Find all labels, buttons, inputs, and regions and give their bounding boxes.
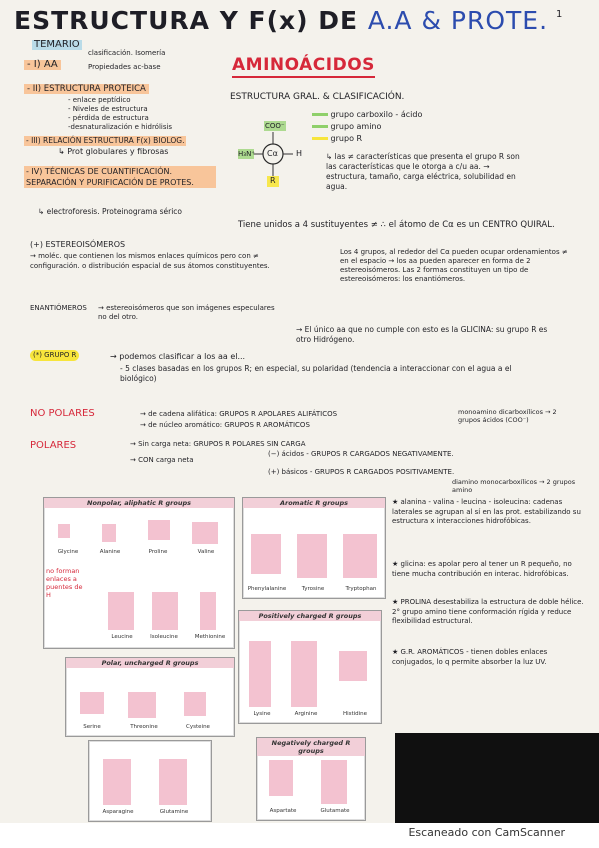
legend-swatch-amino: [312, 125, 328, 128]
panel-aromatic-title: Aromatic R groups: [243, 498, 385, 508]
r-highlight-cys: [184, 692, 206, 716]
grupo-r-label: (*) GRUPO R: [30, 350, 79, 361]
temario-item-2-sub2: - Niveles de estructura: [68, 105, 148, 113]
temario-item-1-note1: clasificación. Isomería: [88, 49, 166, 57]
no-polares-side: monoamino dicarboxílicos → 2 grupos ácidos (COO⁻): [458, 408, 557, 424]
aa-arginine: Arginine: [294, 711, 318, 717]
panel-polar-extra: [88, 740, 212, 822]
aa-histidine: Histidine: [342, 711, 368, 717]
r-highlight-tyr: [297, 534, 327, 578]
page-title: [14, 6, 548, 35]
aa-threonine: Threonine: [130, 724, 158, 730]
temario-item-1-note2: Propiedades ac-base: [88, 63, 161, 71]
estereo-text: → moléc. que contienen los mismos enlaces químicos pero con ≠ configuración. o distribución espacial de sus átomos constituyentes.: [30, 252, 270, 270]
legend: [312, 110, 422, 144]
panel-nonpolar-title: Nonpolar, aliphatic R groups: [44, 498, 234, 508]
polares-label: POLARES: [30, 440, 77, 451]
r-highlight-val: [192, 522, 218, 544]
structure-ca: Cα: [267, 149, 278, 158]
no-polares-label: NO POLARES: [30, 408, 95, 419]
r-highlight-lys: [249, 641, 271, 707]
r-highlight-asn: [103, 759, 131, 805]
r-highlight-leu: [108, 592, 134, 630]
r-highlight-met: [200, 592, 216, 630]
panel-positive-title: Positively charged R groups: [239, 611, 381, 621]
temario-item-1: - I) AA: [24, 60, 61, 70]
right-note-3: ★ PROLINA desestabiliza la estructura de doble hélice. 2° grupo amino tiene conformación rígida y reduce flexibilidad estructural.: [392, 598, 584, 625]
no-polares-line2: → de núcleo aromático: GRUPOS R AROMÁTICOS: [140, 421, 310, 429]
temario-label: TEMARIO: [34, 39, 80, 50]
temario-item-4: - IV) TÉCNICAS DE CUANTIFICACIÓN. SEPARACIÓN Y PURIFICACIÓN DE PROTES.: [24, 166, 216, 188]
r-highlight-his: [339, 651, 367, 681]
legend-label-r: grupo R: [330, 134, 363, 143]
temario-item-4-sub: ↳ electroforesis. Proteinograma sérico: [38, 207, 182, 216]
estereo-label: (+) ESTEREOISÓMEROS: [30, 240, 126, 249]
aa-glycine: Glycine: [57, 549, 79, 555]
legend-item-amino: [312, 122, 422, 132]
aa-aspartate: Aspartate: [269, 808, 297, 814]
aminoacidos-heading: AMINOÁCIDOS: [232, 55, 375, 78]
r-highlight-ser: [80, 692, 104, 714]
aa-proline: Proline: [148, 549, 168, 555]
glicina-note: → El único aa que no cumple con esto es la GLICINA: su grupo R es otro Hidrógeno.: [296, 325, 548, 344]
structure-h: H: [296, 149, 303, 158]
temario-item-2: - II) ESTRUCTURA PROTEICA: [24, 84, 149, 94]
temario-item-3: - III) RELACIÓN ESTRUCTURA F(x) BIOLOG.: [26, 136, 185, 145]
legend-item-r: [312, 134, 422, 144]
r-highlight-pro: [148, 520, 170, 540]
no-polares-line1: → de cadena alifática: GRUPOS R APOLARES ALIFÁTICOS: [140, 410, 338, 418]
aa-valine: Valine: [197, 549, 215, 555]
grupo-r-text1: → podemos clasificar a los aa el...: [110, 352, 246, 361]
aa-cysteine: Cysteine: [186, 724, 210, 730]
aa-glutamine: Glutamine: [159, 809, 189, 815]
aa-asparagine: Asparagine: [102, 809, 134, 815]
temario-section: [24, 38, 216, 232]
grupo-r-text2: - 5 clases basadas en los grupos R; en especial, su polaridad (tendencia a interaccionar con el agua a el biológico): [120, 364, 512, 383]
r-highlight-gln: [159, 759, 187, 805]
aa-phenylalanine: Phenylalanine: [247, 586, 287, 592]
temario-item-2-sub1: - enlace peptídico: [68, 96, 131, 104]
r-highlight-ile: [152, 592, 178, 630]
r-highlight-arg: [291, 641, 317, 707]
scan-dark-strip: [395, 733, 599, 823]
panel-aromatic: [242, 497, 386, 599]
quiral-note: Los 4 grupos, al rededor del Cα pueden ocupar ordenamientos ≠ en el espacio → los aa pueden aparecer en forma de 2 estereoisómeros. Las 2 formas constituyen un tipo de estereoisómeros: los enantiómeros.: [340, 248, 568, 283]
right-note-4: ★ G.R. AROMÁTICOS - tienen dobles enlaces conjugados, lo q permite absorber la luz UV.: [392, 648, 548, 666]
right-note-1: ★ alanina - valina - leucina - isoleucina: cadenas laterales se agrupan al sí en las prot. estabilizando su estructura x interacciones hidrofóbicas.: [392, 498, 581, 525]
legend-item-carboxilo: [312, 110, 422, 120]
panel-polar-title: Polar, uncharged R groups: [66, 658, 234, 668]
polares-line2: → CON carga neta: [130, 456, 194, 464]
right-note-2: ★ glicina: es apolar pero al tener un R pequeño, no tiene mucha contribución en interac. hidrofóbicas.: [392, 560, 572, 578]
panel-polar: [65, 657, 235, 737]
panel-negative: [256, 737, 366, 821]
aa-alanine: Alanine: [99, 549, 121, 555]
structure-r: R: [270, 176, 276, 185]
aa-glutamate: Glutamate: [320, 808, 350, 814]
aa-isoleucine: Isoleucine: [150, 634, 178, 640]
title-blue: A.A & PROTE.: [367, 6, 549, 35]
temario-item-3-sub: ↳ Prot globulares y fibrosas: [58, 147, 169, 156]
title-main: ESTRUCTURA Y F(x) DE: [14, 6, 359, 35]
r-highlight-phe: [251, 534, 281, 574]
scanner-watermark: Escaneado con CamScanner: [408, 826, 565, 839]
polares-plus: (+) básicos - GRUPOS R CARGADOS POSITIVAMENTE.: [268, 468, 455, 476]
panel-positive: [238, 610, 382, 724]
polares-line1: → Sin carga neta: GRUPOS R POLARES SIN CARGA: [130, 440, 306, 448]
r-highlight-glu: [321, 760, 347, 804]
aa-lysine: Lysine: [253, 711, 271, 717]
r-highlight-asp: [269, 760, 293, 796]
legend-label-amino: grupo amino: [330, 122, 382, 131]
aminoacidos-subheading: ESTRUCTURA GRAL. & CLASIFICACIÓN.: [230, 92, 405, 102]
temario-item-2-sub4: -desnaturalización e hidrólisis: [68, 123, 173, 131]
aa-methionine: Methionine: [194, 634, 226, 640]
enantio-text: → estereoisómeros que son imágenes especulares no del otro.: [98, 304, 275, 321]
polares-side: diamino monocarboxílicos → 2 grupos amino: [452, 478, 576, 494]
structure-nh3: H₃N⁺: [238, 150, 256, 158]
enantio-label: ENANTIÓMEROS: [30, 304, 87, 312]
page-number: 1: [556, 9, 563, 20]
aa-leucine: Leucine: [111, 634, 133, 640]
r-highlight-trp: [343, 534, 377, 578]
temario-item-2-sub3: - pérdida de estructura: [68, 114, 149, 122]
aa-tyrosine: Tyrosine: [301, 586, 325, 592]
structure-coo: COO⁻: [265, 122, 285, 130]
r-group-note: ↳ las ≠ características que presenta el grupo R son las características que le otorga a c/u aa. → estructura, tamaño, carga eléctrica, solubilidad en agua.: [326, 152, 520, 191]
quiral-text: Tiene unidos a 4 sustituyentes ≠ ∴ el átomo de Cα es un CENTRO QUIRAL.: [238, 220, 555, 230]
r-highlight-thr: [128, 692, 156, 718]
panel-negative-title: Negatively charged R groups: [257, 738, 365, 756]
legend-label-carboxilo: grupo carboxilo - ácido: [330, 110, 423, 119]
legend-swatch-carboxilo: [312, 113, 328, 116]
legend-swatch-r: [312, 137, 328, 140]
r-highlight-gly: [58, 524, 70, 538]
r-highlight-ala: [102, 524, 116, 542]
aa-serine: Serine: [83, 724, 101, 730]
aa-tryptophan: Tryptophan: [345, 586, 377, 592]
polares-minus: (−) ácidos - GRUPOS R CARGADOS NEGATIVAMENTE.: [268, 450, 454, 458]
panel-side-note: no forman enlaces a puentes de H: [46, 567, 83, 599]
